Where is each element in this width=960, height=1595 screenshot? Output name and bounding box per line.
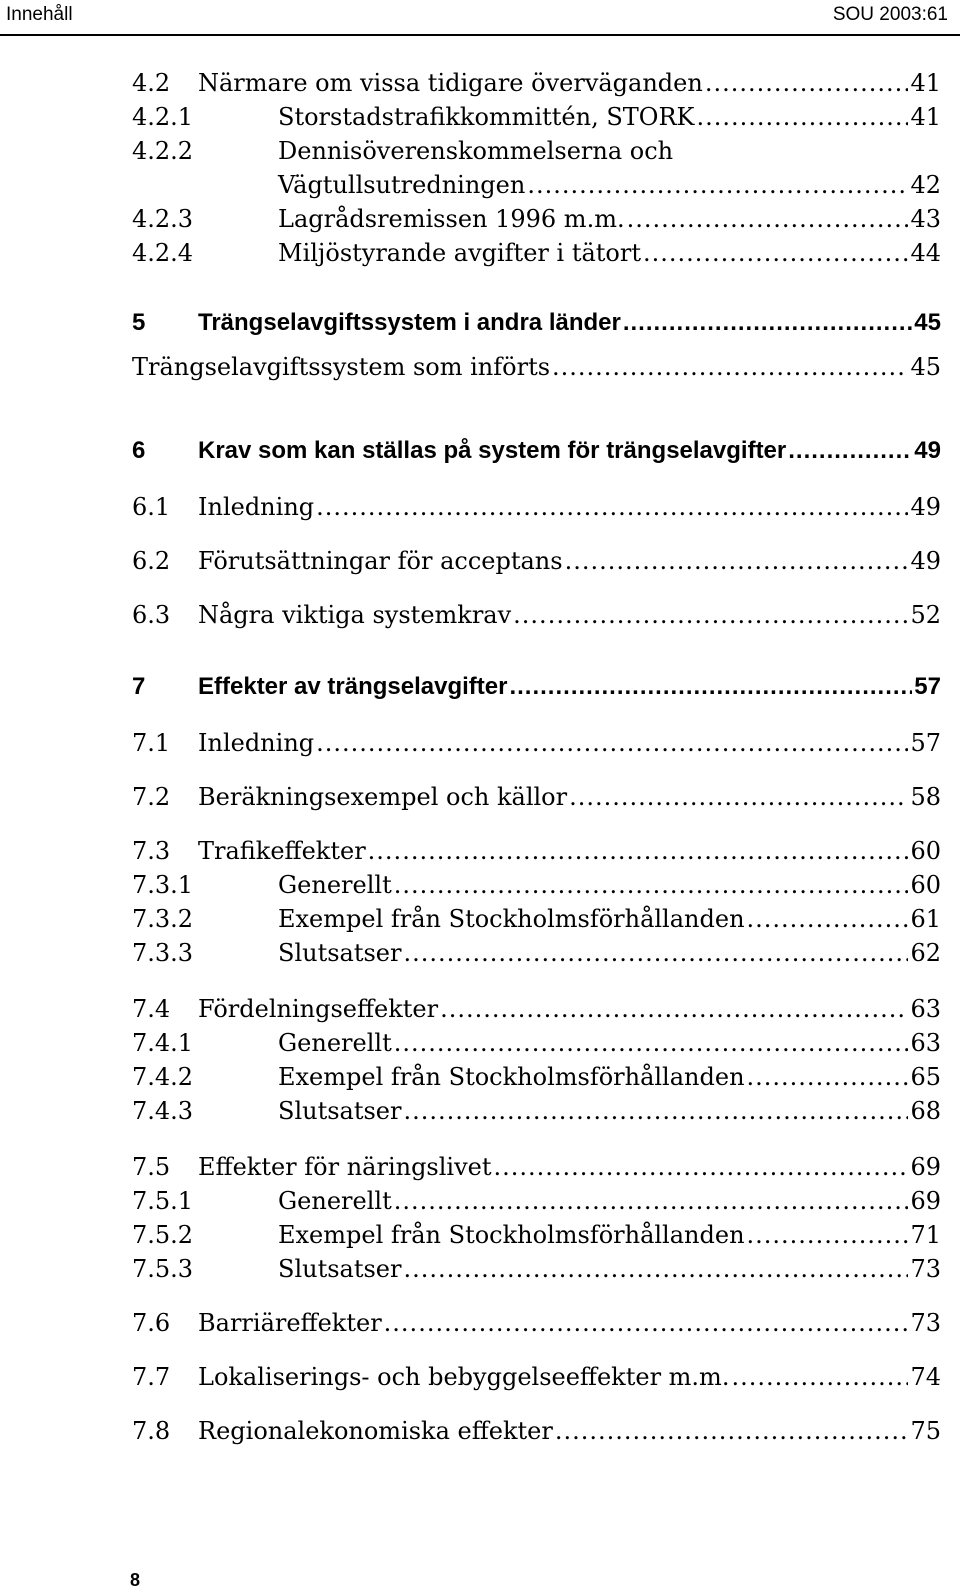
toc-entry[interactable] bbox=[132, 1150, 941, 1184]
toc-entry[interactable] bbox=[132, 1252, 941, 1286]
toc-dot-leader bbox=[394, 1184, 909, 1218]
toc-entry-title: Inledning bbox=[198, 729, 315, 757]
toc-entry-number: 5 bbox=[132, 309, 146, 336]
toc-entry-number: 6.2 bbox=[132, 547, 171, 575]
toc-dot-leader bbox=[705, 66, 909, 100]
toc-entry-title: Lokaliserings- och bebyggelseeffekter m.m. bbox=[198, 1363, 730, 1391]
toc-entry-title: Inledning bbox=[198, 493, 315, 521]
toc-entry-page: 41 bbox=[910, 69, 941, 97]
toc-dot-leader bbox=[747, 1060, 909, 1094]
toc-entry-number: 7.1 bbox=[132, 729, 171, 757]
toc-entry[interactable] bbox=[132, 1414, 941, 1448]
toc-entry-page: 68 bbox=[910, 1097, 941, 1125]
toc-entry-page: 73 bbox=[910, 1309, 941, 1337]
toc-entry-page: 49 bbox=[914, 437, 941, 464]
toc-entry[interactable] bbox=[132, 202, 941, 236]
toc-entry[interactable] bbox=[132, 902, 941, 936]
toc-entry-number: 7.5.3 bbox=[132, 1255, 194, 1283]
toc-entry-number: 7.4.1 bbox=[132, 1029, 194, 1057]
toc-entry-number: 7.4 bbox=[132, 995, 171, 1023]
toc-entry-title: Barriäreffekter bbox=[198, 1309, 382, 1337]
toc-entry-title: Slutsatser bbox=[278, 939, 402, 967]
toc-entry[interactable] bbox=[132, 936, 941, 970]
toc-entry-page: 58 bbox=[910, 783, 941, 811]
toc-entry-number: 7.3.1 bbox=[132, 871, 194, 899]
toc-entry[interactable] bbox=[132, 1060, 941, 1094]
toc-entry-title: Storstadstrafikkommittén, STORK bbox=[278, 103, 695, 131]
toc-dot-leader bbox=[403, 1094, 908, 1128]
header-document-id: SOU 2003:61 bbox=[832, 4, 948, 25]
toc-dot-leader bbox=[788, 434, 912, 468]
toc-dot-leader bbox=[696, 100, 908, 134]
toc-entry-page: 49 bbox=[910, 547, 941, 575]
toc-entry[interactable] bbox=[132, 1218, 941, 1252]
toc-entry-page: 74 bbox=[910, 1363, 941, 1391]
toc-entry-number: 7.4.2 bbox=[132, 1063, 194, 1091]
toc-entry[interactable] bbox=[132, 726, 941, 760]
toc-entry[interactable] bbox=[132, 544, 941, 578]
toc-entry-title: Effekter för näringslivet bbox=[198, 1153, 492, 1181]
toc-dot-leader bbox=[316, 726, 908, 760]
toc-dot-leader bbox=[440, 992, 908, 1026]
toc-entry[interactable] bbox=[132, 134, 941, 168]
toc-entry-title: Effekter av trängselavgifter bbox=[198, 673, 508, 700]
toc-entry-number: 7.8 bbox=[132, 1417, 171, 1445]
toc-dot-leader bbox=[403, 1252, 908, 1286]
toc-entry-title: Exempel från Stockholmsförhållanden bbox=[278, 1063, 745, 1091]
toc-dot-leader bbox=[368, 834, 909, 868]
toc-entry-page: 73 bbox=[910, 1255, 941, 1283]
toc-entry-page: 60 bbox=[910, 837, 941, 865]
toc-entry-number: 6.3 bbox=[132, 601, 171, 629]
toc-entry-title: Trängselavgiftssystem i andra länder bbox=[198, 309, 621, 336]
toc-entry-number: 7.3 bbox=[132, 837, 171, 865]
toc-dot-leader bbox=[569, 780, 908, 814]
toc-entry-title: Beräkningsexempel och källor bbox=[198, 783, 568, 811]
toc-entry-page: 62 bbox=[910, 939, 941, 967]
toc-entry-number: 4.2.3 bbox=[132, 205, 194, 233]
toc-entry-number: 7.6 bbox=[132, 1309, 171, 1337]
toc-dot-leader bbox=[552, 350, 908, 384]
toc-entry-title: Trafikeffekter bbox=[198, 837, 366, 865]
toc-entry-page: 69 bbox=[910, 1153, 941, 1181]
toc-entry-page: 45 bbox=[910, 353, 941, 381]
toc-entry-number: 6 bbox=[132, 437, 146, 464]
toc-entry-number: 4.2 bbox=[132, 69, 171, 97]
toc-dot-leader bbox=[747, 1218, 909, 1252]
header-section-label: Innehåll bbox=[6, 4, 73, 25]
toc-entry-number: 7.2 bbox=[132, 783, 171, 811]
toc-dot-leader bbox=[623, 306, 912, 340]
toc-entry[interactable] bbox=[132, 670, 941, 704]
toc-entry-page: 42 bbox=[910, 171, 941, 199]
toc-entry-page: 57 bbox=[910, 729, 941, 757]
toc-entry[interactable] bbox=[132, 306, 941, 340]
toc-entry-title: Trängselavgiftssystem som införts bbox=[132, 353, 551, 381]
toc-entry-title: Förutsättningar för acceptans bbox=[198, 547, 563, 575]
toc-entry[interactable] bbox=[132, 490, 941, 524]
toc-entry-number: 7.7 bbox=[132, 1363, 171, 1391]
toc-entry[interactable] bbox=[132, 1026, 941, 1060]
toc-dot-leader bbox=[394, 868, 909, 902]
toc-entry-number: 4.2.2 bbox=[132, 137, 194, 165]
toc-entry[interactable] bbox=[132, 66, 941, 100]
toc-entry-page: 45 bbox=[914, 309, 941, 336]
toc-entry-page: 52 bbox=[910, 601, 941, 629]
toc-entry[interactable] bbox=[132, 780, 941, 814]
toc-entry[interactable] bbox=[132, 1184, 941, 1218]
toc-entry-page: 63 bbox=[910, 995, 941, 1023]
toc-entry[interactable] bbox=[132, 992, 941, 1026]
toc-entry-number: 6.1 bbox=[132, 493, 171, 521]
toc-entry[interactable] bbox=[132, 1094, 941, 1128]
toc-entry[interactable] bbox=[132, 236, 941, 270]
toc-entry-title: Generellt bbox=[278, 871, 392, 899]
toc-entry-page: 75 bbox=[910, 1417, 941, 1445]
toc-entry-page: 57 bbox=[914, 673, 941, 700]
toc-entry-title: Generellt bbox=[278, 1029, 392, 1057]
toc-dot-leader bbox=[747, 902, 909, 936]
toc-entry-title: Miljöstyrande avgifter i tätort bbox=[278, 239, 641, 267]
toc-entry-page: 43 bbox=[910, 205, 941, 233]
toc-dot-leader bbox=[394, 1026, 909, 1060]
toc-entry-title: Lagrådsremissen 1996 m.m. bbox=[278, 205, 625, 233]
toc-entry-page: 71 bbox=[910, 1221, 941, 1249]
toc-dot-leader bbox=[384, 1306, 909, 1340]
toc-dot-leader bbox=[527, 168, 908, 202]
toc-entry-title: Exempel från Stockholmsförhållanden bbox=[278, 905, 745, 933]
toc-dot-leader bbox=[731, 1360, 908, 1394]
toc-entry-title: Exempel från Stockholmsförhållanden bbox=[278, 1221, 745, 1249]
toc-entry-number: 4.2.4 bbox=[132, 239, 194, 267]
toc-entry-title: Slutsatser bbox=[278, 1255, 402, 1283]
toc-entry-title: Slutsatser bbox=[278, 1097, 402, 1125]
toc-entry[interactable] bbox=[132, 868, 941, 902]
toc-dot-leader bbox=[316, 490, 908, 524]
toc-entry-number: 7.5.1 bbox=[132, 1187, 194, 1215]
toc-entry[interactable] bbox=[132, 834, 941, 868]
toc-entry-page: 61 bbox=[910, 905, 941, 933]
toc-dot-leader bbox=[494, 1150, 909, 1184]
toc-entry-number: 7.3.3 bbox=[132, 939, 194, 967]
toc-entry-title: Närmare om vissa tidigare överväganden bbox=[198, 69, 703, 97]
toc-entry-number: 7.4.3 bbox=[132, 1097, 194, 1125]
toc-entry-page: 65 bbox=[910, 1063, 941, 1091]
toc-entry[interactable] bbox=[132, 350, 941, 384]
toc-entry[interactable] bbox=[132, 100, 941, 134]
toc-entry-number: 7.5 bbox=[132, 1153, 171, 1181]
toc-entry-number: 7.5.2 bbox=[132, 1221, 194, 1249]
toc-dot-leader bbox=[643, 236, 908, 270]
toc-entry-title: Dennisöverenskommelserna och bbox=[278, 137, 674, 165]
toc-entry-page: 63 bbox=[910, 1029, 941, 1057]
toc-entry[interactable] bbox=[132, 598, 941, 632]
toc-dot-leader bbox=[565, 544, 909, 578]
toc-entry-page: 60 bbox=[910, 871, 941, 899]
toc-dot-leader bbox=[509, 670, 912, 704]
toc-dot-leader bbox=[627, 202, 909, 236]
toc-dot-leader bbox=[513, 598, 908, 632]
toc-entry-title: Regionalekonomiska effekter bbox=[198, 1417, 553, 1445]
toc-entry-title: Krav som kan ställas på system för trängselavgifter bbox=[198, 437, 787, 464]
toc-entry-title: Generellt bbox=[278, 1187, 392, 1215]
toc-dot-leader bbox=[555, 1414, 909, 1448]
toc-entry-page: 41 bbox=[910, 103, 941, 131]
toc-entry-title: Några viktiga systemkrav bbox=[198, 601, 512, 629]
toc-dot-leader bbox=[403, 936, 908, 970]
toc-entry-number: 4.2.1 bbox=[132, 103, 194, 131]
toc-entry[interactable] bbox=[132, 1360, 941, 1394]
toc-entry[interactable] bbox=[132, 168, 941, 202]
toc-entry-page: 49 bbox=[910, 493, 941, 521]
toc-entry-title: Vägtullsutredningen bbox=[278, 171, 526, 199]
toc-entry-number: 7 bbox=[132, 673, 146, 700]
page-number: 8 bbox=[130, 1570, 141, 1590]
toc-entry-page: 69 bbox=[910, 1187, 941, 1215]
toc-entry[interactable] bbox=[132, 434, 941, 468]
toc-entry-number: 7.3.2 bbox=[132, 905, 194, 933]
toc-entry[interactable] bbox=[132, 1306, 941, 1340]
toc-entry-title: Fördelningseffekter bbox=[198, 995, 439, 1023]
toc-entry-page: 44 bbox=[910, 239, 941, 267]
